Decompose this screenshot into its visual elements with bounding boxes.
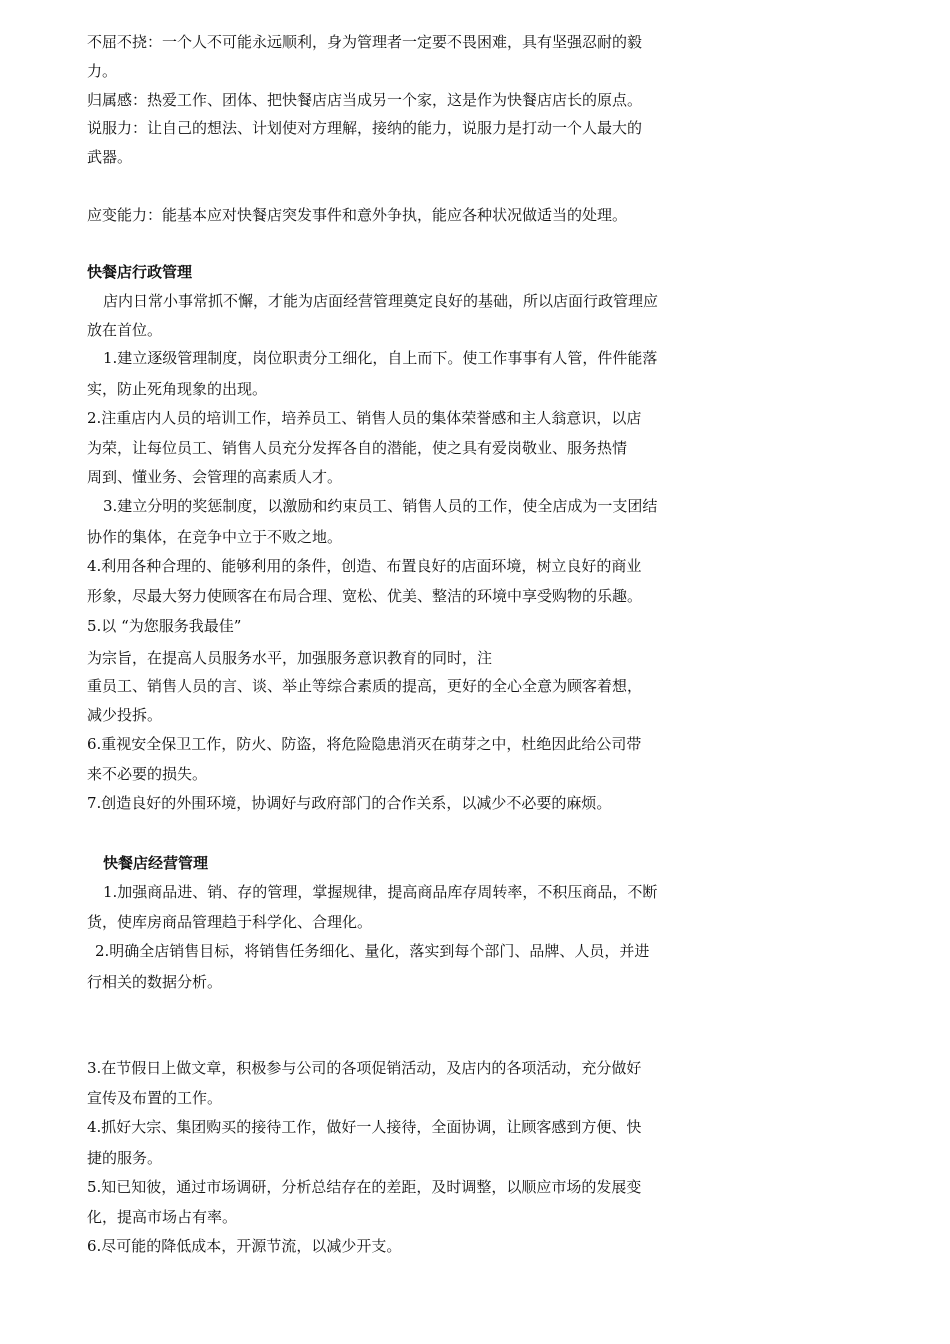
- admin-item-3-cont: 协作的集体，在竞争中立于不败之地。: [87, 528, 343, 546]
- admin-item-2-cont2: 周到、懂业务、会管理的高素质人才。: [87, 468, 343, 486]
- admin-item-7: 7.创造良好的外围环境，协调好与政府部门的合作关系，以减少不必要的麻烦。: [87, 794, 612, 812]
- ops-item-2-cont: 行相关的数据分析。: [87, 973, 223, 991]
- admin-intro-cont: 放在首位。: [87, 321, 163, 339]
- paragraph-perseverance-cont: 力。: [87, 62, 118, 80]
- admin-item-5-cont3: 减少投拆。: [87, 706, 163, 724]
- admin-item-6-cont: 来不必要的损失。: [87, 765, 208, 783]
- ops-item-1-cont: 货，使库房商品管理趋于科学化、合理化。: [87, 913, 373, 931]
- paragraph-adaptability: 应变能力：能基本应对快餐店突发事件和意外争执，能应各种状况做适当的处理。: [87, 206, 628, 224]
- ops-item-5-cont: 化，提高市场占有率。: [87, 1208, 238, 1226]
- admin-intro: 店内日常小事常抓不懈，才能为店面经营管理奠定良好的基础，所以店面行政管理应: [103, 292, 659, 310]
- admin-item-2: 2.注重店内人员的培训工作，培养员工、销售人员的集体荣誉感和主人翁意识，以店: [87, 409, 642, 427]
- admin-item-6: 6.重视安全保卫工作，防火、防盗，将危险隐患消灭在萌芽之中，杜绝因此给公司带: [87, 735, 642, 753]
- admin-item-1: 1.建立逐级管理制度，岗位职责分工细化，自上而下。使工作事事有人管，件件能落: [103, 349, 658, 367]
- ops-item-4-cont: 捷的服务。: [87, 1149, 163, 1167]
- paragraph-belonging: 归属感：热爱工作、团体、把快餐店店当成另一个家，这是作为快餐店店长的原点。: [87, 91, 643, 109]
- paragraph-perseverance: 不屈不挠：一个人不可能永远顺利，身为管理者一定要不畏困难，具有坚强忍耐的毅: [87, 33, 643, 51]
- ops-heading: 快餐店经营管理: [103, 854, 209, 872]
- ops-item-1: 1.加强商品进、销、存的管理，掌握规律，提高商品库存周转率，不积压商品，不断: [103, 883, 658, 901]
- admin-item-4: 4.利用各种合理的、能够利用的条件，创造、布置良好的店面环境，树立良好的商业: [87, 557, 642, 575]
- paragraph-persuasion: 说服力：让自己的想法、计划使对方理解，接纳的能力，说服力是打动一个人最大的: [87, 119, 643, 137]
- ops-item-5: 5.知已知彼，通过市场调研，分析总结存在的差距，及时调整，以顺应市场的发展变: [87, 1178, 642, 1196]
- admin-item-2-cont: 为荣，让每位员工、销售人员充分发挥各自的潜能，使之具有爱岗敬业、服务热情: [87, 439, 628, 457]
- admin-item-1-cont: 实，防止死角现象的出现。: [87, 380, 268, 398]
- ops-item-3-cont: 宣传及布置的工作。: [87, 1089, 223, 1107]
- ops-item-3: 3.在节假日上做文章，积极参与公司的各项促销活动，及店内的各项活动，充分做好: [87, 1059, 642, 1077]
- paragraph-persuasion-cont: 武器。: [87, 148, 133, 166]
- admin-item-5-cont2: 重员工、销售人员的言、谈、举止等综合素质的提高，更好的全心全意为顾客着想，: [87, 677, 643, 695]
- admin-item-4-cont: 形象，尽最大努力使顾客在布局合理、宽松、优美、整洁的环境中享受购物的乐趣。: [87, 587, 643, 605]
- admin-item-5: 5.以 “为您服务我最佳”: [87, 617, 242, 635]
- admin-heading: 快餐店行政管理: [87, 263, 193, 281]
- ops-item-2: 2.明确全店销售目标，将销售任务细化、量化，落实到每个部门、品牌、人员，并进: [95, 942, 650, 960]
- ops-item-6: 6.尽可能的降低成本，开源节流，以减少开支。: [87, 1237, 402, 1255]
- admin-item-3: 3.建立分明的奖惩制度，以激励和约束员工、销售人员的工作，使全店成为一支团结: [103, 497, 658, 515]
- admin-item-5-cont: 为宗旨，在提高人员服务水平，加强服务意识教育的同时，注: [87, 649, 493, 667]
- ops-item-4: 4.抓好大宗、集团购买的接待工作，做好一人接待，全面协调，让顾客感到方便、快: [87, 1118, 642, 1136]
